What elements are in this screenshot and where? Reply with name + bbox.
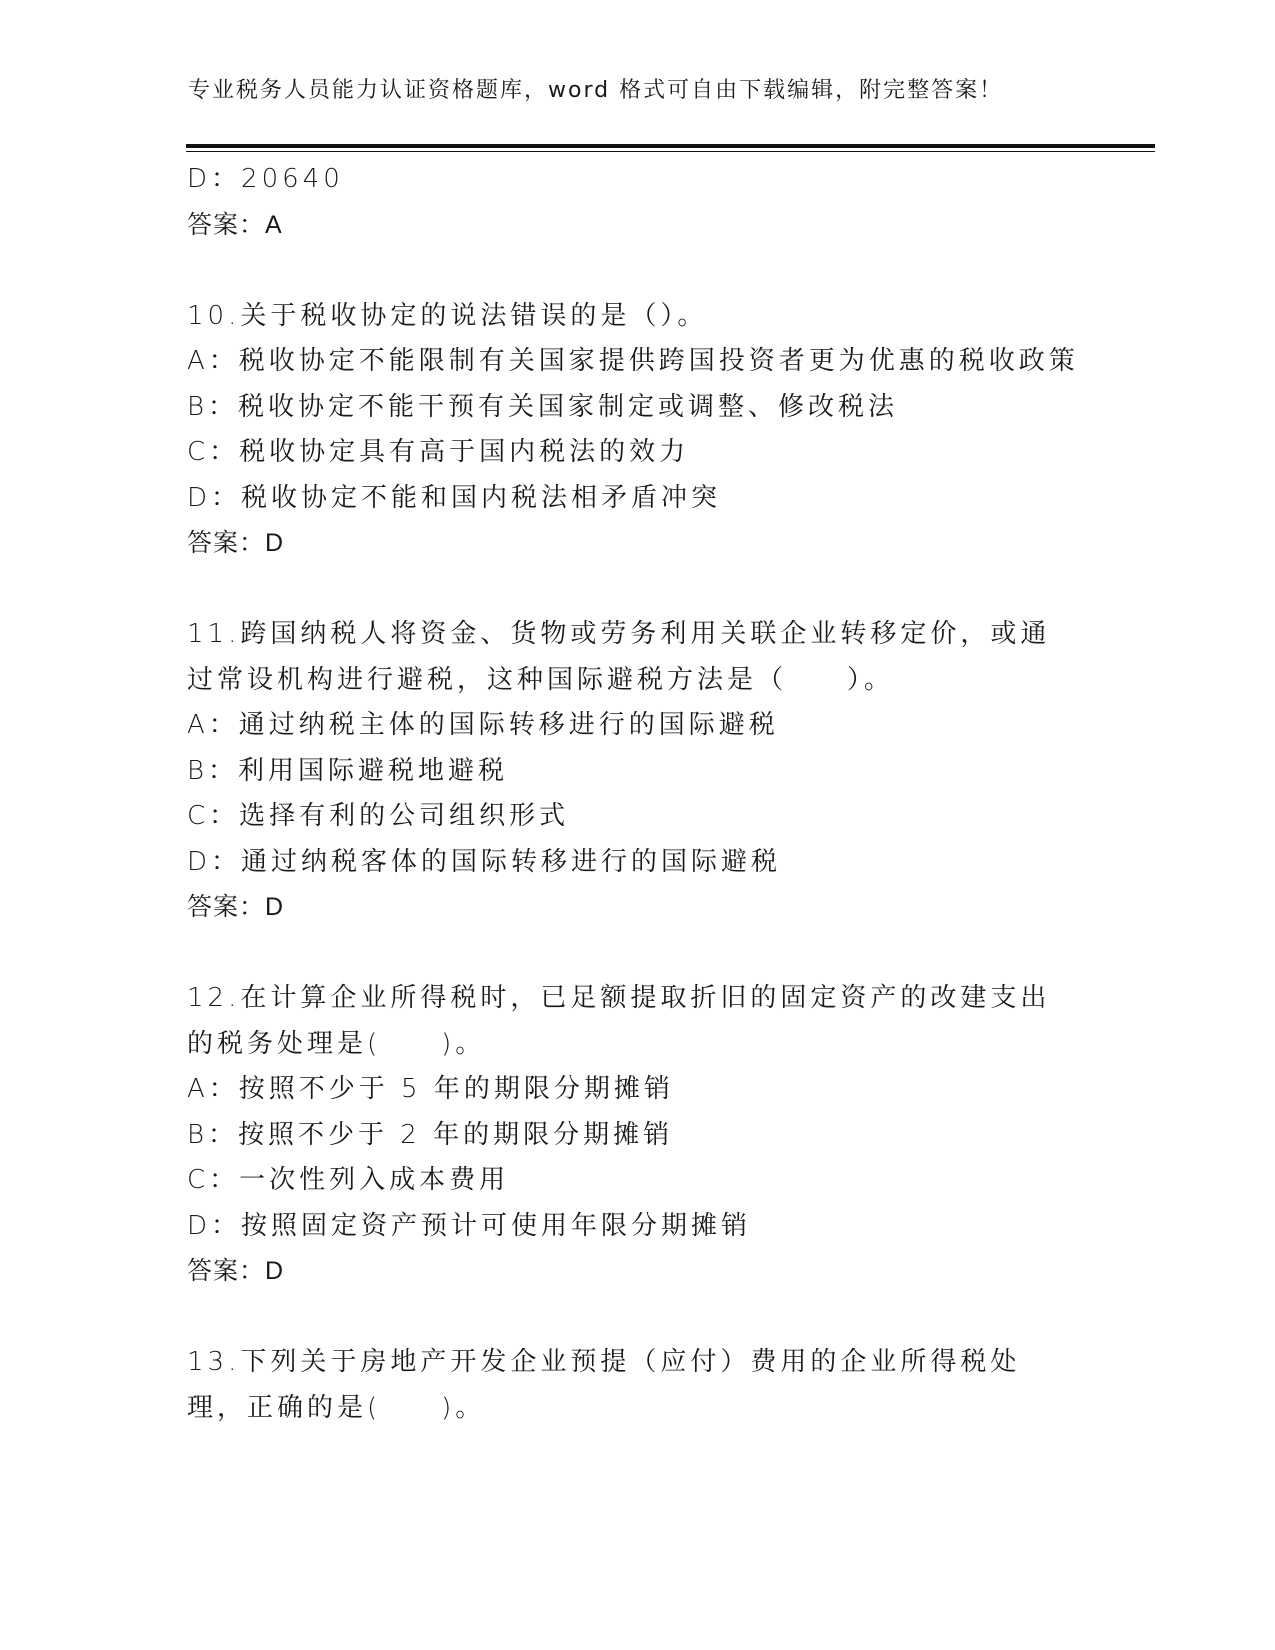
- answer: 答案：D: [187, 529, 285, 557]
- question-stem: 12.在计算企业所得税时，已足额提取折旧的固定资产的改建支出的税务处理是( )。: [187, 983, 1051, 1059]
- answer: 答案：D: [187, 1257, 285, 1285]
- option-c: C：选择有利的公司组织形式: [187, 801, 570, 831]
- question-stem: 13.下列关于房地产开发企业预提（应付）费用的企业所得税处理，正确的是( )。: [187, 1347, 1021, 1423]
- option-d: D：按照固定资产预计可使用年限分期摊销: [187, 1210, 752, 1241]
- option-d: D：通过纳税客体的国际转移进行的国际避税: [187, 846, 782, 877]
- question-10: [187, 294, 1087, 567]
- header-rule-thin: [186, 151, 1155, 152]
- page-header: 专业税务人员能力认证资格题库，word 格式可自由下载编辑，附完整答案！: [188, 78, 1004, 103]
- question-11: [187, 612, 1087, 931]
- option-b: B：税收协定不能干预有关国家制定或调整、修改税法: [187, 391, 899, 422]
- option-b: B：利用国际避税地避税: [187, 755, 509, 786]
- option-c: C：一次性列入成本费用: [187, 1165, 510, 1195]
- header-rule-thick: [186, 144, 1155, 148]
- prev-answer: 答案：A: [187, 210, 283, 239]
- option-a: A：按照不少于 5 年的期限分期摊销: [187, 1074, 674, 1104]
- question-13: [187, 1340, 1087, 1431]
- option-a: A：税收协定不能限制有关国家提供跨国投资者更为优惠的税收政策: [187, 346, 1079, 376]
- answer: 答案：D: [187, 893, 285, 921]
- prev-option-d: D：20640: [187, 164, 344, 194]
- option-b: B：按照不少于 2 年的期限分期摊销: [187, 1119, 674, 1150]
- question-stem: 10.关于税收协定的说法错误的是（）。: [187, 300, 708, 331]
- option-d: D：税收协定不能和国内税法相矛盾冲突: [187, 482, 722, 513]
- option-c: C：税收协定具有高于国内税法的效力: [187, 437, 690, 467]
- question-content: [187, 157, 1087, 1431]
- option-a: A：通过纳税主体的国际转移进行的国际避税: [187, 710, 779, 740]
- question-stem: 11.跨国纳税人将资金、货物或劳务利用关联企业转移定价，或通过常设机构进行避税，这种国际避税方法是（ ）。: [187, 619, 1051, 695]
- question-12: [187, 976, 1087, 1295]
